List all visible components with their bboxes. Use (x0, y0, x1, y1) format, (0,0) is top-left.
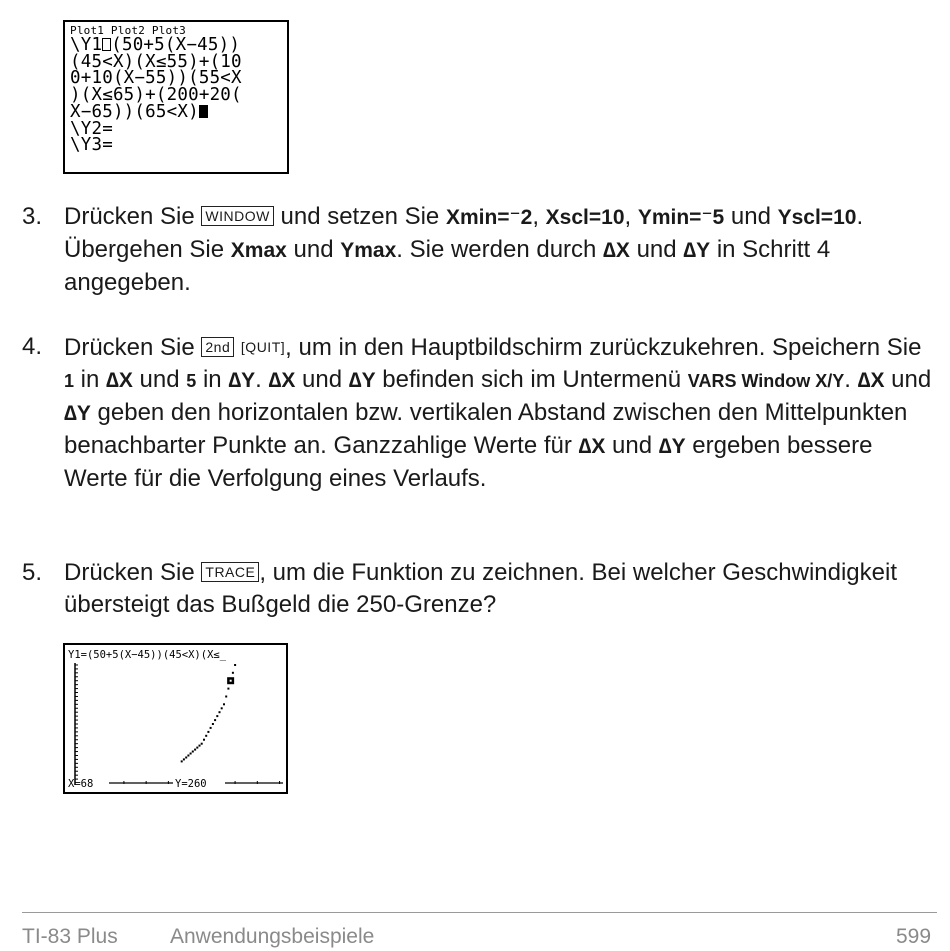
plot-point (199, 745, 201, 747)
step-3 (22, 201, 932, 299)
delta-x: ∆X (603, 239, 630, 262)
plot-point (207, 731, 209, 733)
y3-line: \Y3= (70, 135, 113, 156)
delta-y: ∆Y (683, 239, 711, 262)
plot-header: Plot1 Plot2 Plot3 (70, 24, 186, 37)
step-4 (22, 331, 932, 495)
delta-y: ∆Y (228, 369, 256, 392)
plot-point (214, 719, 216, 721)
y2-line: \Y2= (70, 118, 113, 139)
plot-point (185, 757, 187, 759)
x-readout: X=68 (68, 778, 94, 790)
plot-point (203, 739, 205, 741)
plot-point (225, 696, 227, 698)
plot-point (221, 707, 223, 709)
y-readout: Y=260 (175, 778, 207, 790)
step-text: Drücken Sie TRACE , um die Funktion zu zeichnen. Bei welcher Geschwindigkeit übersteigt das Bußgeld die 250-Grenze? (64, 559, 897, 618)
plot-point (227, 688, 229, 690)
trace-cursor-center (230, 680, 232, 682)
step-text: Drücken Sie WINDOW und setzen Sie Xmin=⁻2, Xscl=10, Ymin=⁻5 und Yscl=10. Übergehen Sie Xmax und Ymax. Sie werden durch ∆X und ∆Y in Schritt 4 angegeben. (64, 203, 864, 296)
delta-y: ∆Y (658, 435, 686, 458)
plot-point (216, 715, 218, 717)
trace-cursor-icon (227, 677, 234, 684)
xmax-setting: Xmax (230, 239, 287, 262)
footer-divider (22, 912, 937, 913)
delta-x: ∆X (268, 369, 296, 392)
delta-y: ∆Y (348, 369, 376, 392)
y1-prefix: \Y1 (70, 35, 103, 55)
text-cursor-icon (199, 105, 208, 118)
equals-highlight-icon (102, 38, 111, 51)
plot-point (210, 727, 212, 729)
plot-point (187, 755, 189, 757)
y1-continuation: )(X≤65)+(200+20( (70, 85, 242, 106)
page-number: 599 (896, 925, 932, 948)
plot-point (223, 703, 225, 705)
delta-x: ∆X (857, 369, 885, 392)
plot-point (192, 751, 194, 753)
step-5 (22, 557, 932, 621)
y1-last-text: X−65))(65<X) (70, 101, 199, 122)
plot-point (234, 664, 236, 666)
plot-point (181, 760, 183, 762)
plot-point (196, 747, 198, 749)
plot-point (212, 723, 214, 725)
y-editor-screen (63, 20, 289, 174)
step-number: 3. (22, 203, 43, 230)
trace-key: TRACE (201, 562, 259, 582)
yscl-setting: Yscl=10 (777, 206, 857, 229)
y1-expression: (50+5(X−45)) (111, 35, 241, 55)
delta-x: ∆X (106, 369, 133, 392)
value-one: 1 (64, 371, 75, 391)
delta-x: ∆X (578, 435, 606, 458)
graph-trace-screen (63, 643, 288, 794)
plot-point (190, 753, 192, 755)
plot-point (205, 735, 207, 737)
y1-continuation-end (70, 101, 282, 122)
step-text: Drücken Sie 2nd [QUIT], um in den Hauptbildschirm zurückzukehren. Speichern Sie 1 in ∆X und 5 in ∆Y. ∆X und ∆Y befinden sich im Untermenü VARS Window X/Y. ∆X und ∆Y geben den horizontalen bzw. vertikalen Abstand zwischen den Mittelpunkten benachbarter Punkte an. Ganzzahlige Werte für ∆X und ∆Y ergeben bessere Werte für die Verfolgung eines Verlaufs. (64, 334, 932, 492)
plot-point (201, 743, 203, 745)
xscl-setting: Xscl=10 (545, 206, 625, 229)
y1-continuation: 0+10(X−55))(55<X (70, 68, 242, 89)
step-number: 5. (22, 559, 43, 586)
window-key: WINDOW (201, 206, 273, 226)
plot-point (183, 758, 185, 760)
y1-continuation: (45<X)(X≤55)+(10 (70, 51, 242, 72)
xmin-setting: Xmin=⁻2 (445, 206, 533, 229)
plot-point (219, 711, 221, 713)
ymin-setting: Ymin=⁻5 (637, 206, 725, 229)
footer-section: Anwendungsbeispiele (170, 925, 375, 948)
delta-y: ∆Y (64, 402, 91, 425)
step-number: 4. (22, 333, 43, 360)
quit-key: [QUIT] (240, 339, 286, 355)
graph-svg (65, 645, 286, 792)
2nd-key: 2nd (201, 337, 234, 357)
plot-point (232, 672, 234, 674)
footer-title: TI-83 Plus (22, 925, 118, 948)
vars-menu-path: VARS Window X/Y (687, 371, 845, 391)
ymax-setting: Ymax (340, 239, 397, 262)
value-five: 5 (186, 371, 197, 391)
trace-equation: Y1=(50+5(X−45))(45<X)(X≤_ (68, 649, 227, 661)
plot-point (194, 749, 196, 751)
